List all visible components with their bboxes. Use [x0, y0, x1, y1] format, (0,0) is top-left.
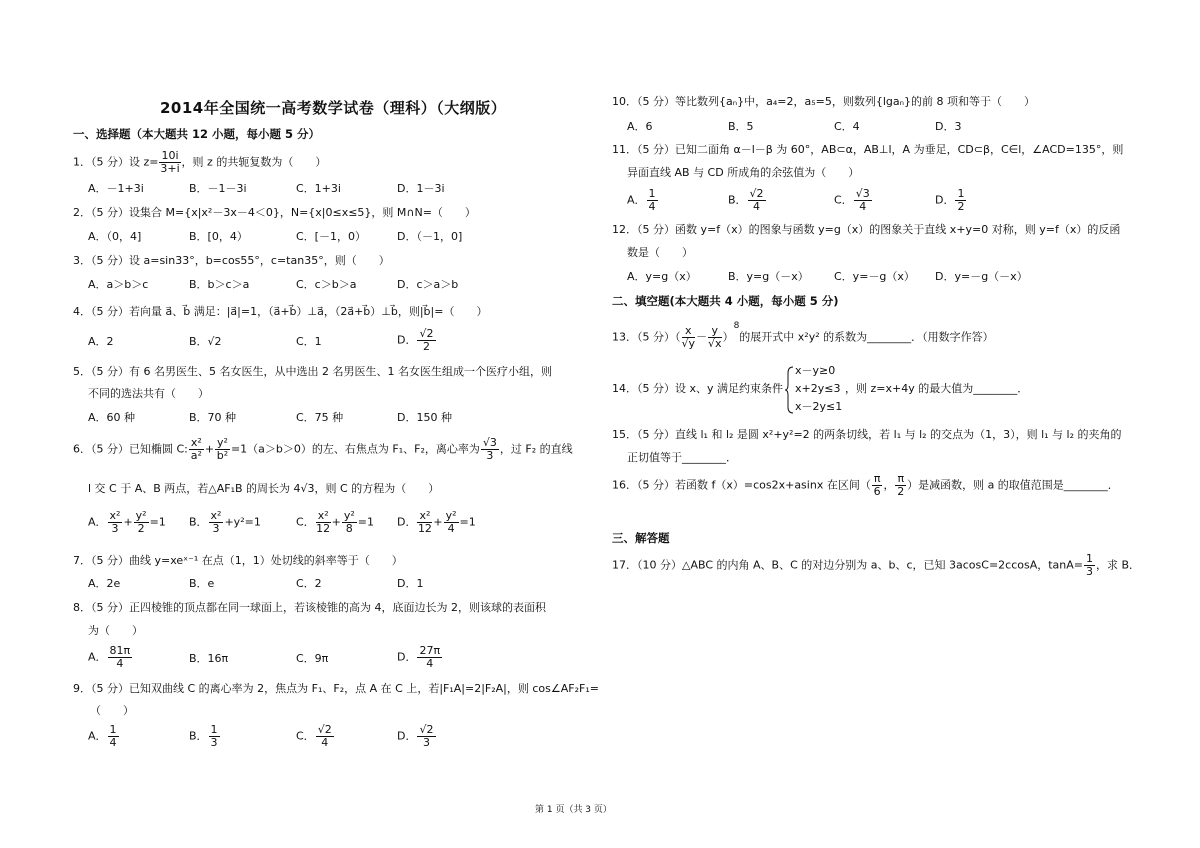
q7-option-d[interactable]: D．1	[397, 577, 424, 590]
q5-option-d[interactable]: D．150 种	[397, 411, 452, 424]
question-9-line2: （ ）	[90, 704, 134, 717]
fraction: $\frac{\text{x²}}{3}$	[109, 509, 121, 535]
left-brace-icon	[785, 365, 795, 415]
page-title: 2014年全国统一高考数学试卷（理科）（大纲版）	[160, 99, 507, 117]
q1-option-b[interactable]: B．－1－3i	[189, 182, 247, 195]
q11-option-b[interactable]: B． $\frac{√2}{4}$	[728, 187, 764, 213]
fraction: $\frac{\pi}{6}$	[873, 472, 881, 498]
q5-option-b[interactable]: B．70 种	[189, 411, 237, 424]
fraction: $\frac{x}{√y}$	[681, 324, 696, 350]
fraction: $\frac{√3}{3}$	[482, 436, 497, 462]
fraction: $\frac{\pi}{2}$	[897, 472, 905, 498]
question-7-stem: 7．（5 分）曲线 y=xeˣ⁻¹ 在点（1，1）处切线的斜率等于（ ）	[73, 554, 403, 567]
q11-option-d[interactable]: D． $\frac{1}{2}$	[935, 187, 965, 213]
q3-option-c[interactable]: C．c＞b＞a	[296, 278, 357, 291]
q12-option-c[interactable]: C．y=－g（x）	[834, 270, 915, 283]
q1-option-d[interactable]: D．1－3i	[397, 182, 445, 195]
fraction: $\frac{\text{y²}}{2}$	[135, 509, 147, 535]
q3-option-a[interactable]: A．a＞b＞c	[88, 278, 149, 291]
constraint-2: x+2y≤3	[795, 382, 841, 395]
q5-option-a[interactable]: A．60 种	[88, 411, 136, 424]
fraction: $\frac{√2}{4}$	[317, 723, 332, 749]
q3-option-b[interactable]: B．b＞c＞a	[189, 278, 250, 291]
q7-option-a[interactable]: A．2e	[88, 577, 121, 590]
question-13-stem: 13．（5 分）（ $\frac{x}{√y}$ － $\frac{y}{√x}$ ）$^8$的展开式中 x²y² 的系数为________．（用数字作答）	[612, 320, 994, 350]
q5-option-c[interactable]: C．75 种	[296, 411, 344, 424]
q8-option-b[interactable]: B．16π	[189, 652, 229, 665]
question-6-line2: l 交 C 于 A、B 两点，若△AF₁B 的周长为 4√3，则 C 的方程为（ ）	[88, 482, 440, 495]
fraction: $\frac{\text{y²}}{4}$	[445, 509, 457, 535]
question-9-line1: 9．（5 分）已知双曲线 C 的离心率为 2，焦点为 F₁、F₂，点 A 在 C 上，若|F₁A|=2|F₂A|，则 cos∠AF₂F₁=	[73, 682, 599, 695]
q6-option-d[interactable]: D． $\frac{\text{x²}}{12}$ + $\frac{\text{y²}}{4}$ =1	[397, 509, 476, 535]
q9-option-c[interactable]: C． $\frac{√2}{4}$	[296, 723, 332, 749]
fraction: $\frac{√2}{2}$	[419, 327, 434, 353]
section-heading-fill: 二、填空题(本大题共 4 小题，每小题 5 分)	[612, 294, 839, 308]
q10-option-c[interactable]: C．4	[834, 120, 860, 133]
question-10-stem: 10．（5 分）等比数列{aₙ}中，a₄=2，a₅=5，则数列{lgaₙ}的前 8 项和等于（ ）	[612, 95, 1035, 108]
q10-option-a[interactable]: A．6	[627, 120, 653, 133]
q9-option-a[interactable]: A． $\frac{1}{4}$	[88, 723, 117, 749]
q9-option-d[interactable]: D． $\frac{√2}{3}$	[397, 723, 434, 749]
question-17-stem: 17．（10 分）△ABC 的内角 A、B、C 的对边分别为 a、b、c，已知 3acosC=2ccosA，tanA= $\frac{1}{3}$ ，求 B．	[612, 552, 1141, 578]
fraction: $\frac{y}{√x}$	[708, 324, 722, 350]
fraction: $\frac{1}{3}$	[210, 723, 218, 749]
q2-option-c[interactable]: C．[－1，0）	[296, 230, 366, 243]
fraction: $\frac{\text{y²}}{8}$	[343, 509, 355, 535]
constraint-1: x－y≥0	[795, 364, 836, 377]
question-6-line1: 6．（5 分）已知椭圆 C: $\frac{\text{x²}}{\text{a²}}$ + $\frac{\text{y²}}{\text{b²}}$ =1（a＞b＞0）的左、右焦点为 F₁、F₂，离心率为 $\frac{√3}{3}$ ，过 F₂ 的直线	[73, 436, 573, 462]
question-14-stem-pre: 14．（5 分）设 x、y 满足约束条件	[612, 382, 784, 395]
question-3-stem: 3．（5 分）设 a=sin33°，b=cos55°，c=tan35°，则（ ）	[73, 254, 390, 267]
fraction: $\frac{√2}{4}$	[749, 187, 764, 213]
page-footer: 第 1 页（共 3 页）	[535, 805, 612, 815]
q4-option-c[interactable]: C．1	[296, 335, 322, 348]
q8-option-c[interactable]: C．9π	[296, 652, 329, 665]
question-2-stem: 2．（5 分）设集合 M={x|x²－3x－4＜0}，N={x|0≤x≤5}，则 M∩N=（ ）	[73, 206, 476, 219]
q11-option-a[interactable]: A． $\frac{1}{4}$	[627, 187, 656, 213]
fraction: $\frac{\text{y²}}{\text{b²}}$	[216, 436, 229, 462]
q10-option-b[interactable]: B．5	[728, 120, 754, 133]
q6-option-c[interactable]: C． $\frac{\text{x²}}{12}$ + $\frac{\text{y²}}{8}$ =1	[296, 509, 374, 535]
q4-option-d[interactable]: D． $\frac{√2}{2}$	[397, 327, 434, 353]
q3-option-d[interactable]: D．c＞a＞b	[397, 278, 459, 291]
fraction: $\frac{1}{3}$	[1086, 552, 1094, 578]
question-11-line1: 11．（5 分）已知二面角 α－l－β 为 60°，AB⊂α，AB⊥l，A 为垂足，CD⊂β，C∈l，∠ACD=135°，则	[612, 143, 1124, 156]
q11-option-c[interactable]: C． $\frac{√3}{4}$	[834, 187, 870, 213]
constraint-3: x－2y≤1	[795, 400, 843, 413]
q12-option-a[interactable]: A．y=g（x）	[627, 270, 697, 283]
section-heading-choice: 一、选择题（本大题共 12 小题，每小题 5 分）	[73, 127, 321, 141]
q8-option-a[interactable]: A． $\frac{81\pi}{4}$	[88, 644, 131, 670]
fraction: $\frac{10i}{3+i}$	[160, 149, 180, 175]
q9-option-b[interactable]: B． $\frac{1}{3}$	[189, 723, 218, 749]
q4-option-a[interactable]: A．2	[88, 335, 114, 348]
q6-option-a[interactable]: A． $\frac{\text{x²}}{3}$ + $\frac{\text{y²}}{2}$ =1	[88, 509, 166, 535]
section-heading-answer: 三、解答题	[612, 531, 670, 545]
question-4-stem: 4．（5 分）若向量 a⃗、b⃗ 满足：|a⃗|=1，（a⃗+b⃗）⊥a⃗，（2a⃗+b⃗）⊥b⃗，则|b⃗|=（ ）	[73, 305, 488, 318]
fraction: $\frac{√3}{4}$	[855, 187, 870, 213]
question-5-line2: 不同的选法共有（ ）	[88, 387, 209, 400]
q12-option-d[interactable]: D．y=－g（－x）	[935, 270, 1028, 283]
q8-option-d[interactable]: D． $\frac{27\pi}{4}$	[397, 644, 441, 670]
fraction: $\frac{1}{4}$	[109, 723, 117, 749]
q1-option-c[interactable]: C．1+3i	[296, 182, 341, 195]
q1-option-a[interactable]: A．－1+3i	[88, 182, 144, 195]
question-8-line1: 8．（5 分）正四棱锥的顶点都在同一球面上，若该棱锥的高为 4，底面边长为 2，则该球的表面积	[73, 601, 546, 614]
q2-option-d[interactable]: D．（－1，0]	[397, 230, 463, 243]
question-14-stem-post: ，则 z=x+4y 的最大值为________．	[845, 382, 1029, 395]
q2-option-b[interactable]: B．[0，4）	[189, 230, 248, 243]
question-11-line2: 异面直线 AB 与 CD 所成角的余弦值为（ ）	[627, 166, 860, 179]
question-15-line2: 正切值等于________．	[627, 451, 737, 464]
q7-option-b[interactable]: B．e	[189, 577, 215, 590]
question-5-line1: 5．（5 分）有 6 名男医生、5 名女医生，从中选出 2 名男医生、1 名女医生组成一个医疗小组，则	[73, 365, 552, 378]
q6-option-b[interactable]: B． $\frac{\text{x²}}{3}$ +y²=1	[189, 509, 261, 535]
fraction: $\frac{1}{4}$	[648, 187, 656, 213]
fraction: $\frac{√2}{3}$	[419, 723, 434, 749]
question-15-line1: 15．（5 分）直线 l₁ 和 l₂ 是圆 x²+y²=2 的两条切线，若 l₁ 与 l₂ 的交点为（1，3），则 l₁ 与 l₂ 的夹角的	[612, 428, 1122, 441]
question-12-line2: 数是（ ）	[627, 246, 693, 259]
question-16-stem: 16．（5 分）若函数 f（x）=cos2x+asinx 在区间（ $\frac{\pi}{6}$ ， $\frac{\pi}{2}$ ）是减函数，则 a 的取值范围是________．	[612, 472, 1119, 498]
q12-option-b[interactable]: B．y=g（－x）	[728, 270, 809, 283]
fraction: $\frac{1}{2}$	[957, 187, 965, 213]
fraction: $\frac{\text{x²}}{\text{a²}}$	[190, 436, 202, 462]
question-8-line2: 为（ ）	[88, 624, 143, 637]
fraction: $\frac{\text{x²}}{12}$	[417, 509, 432, 535]
fraction: $\frac{\text{x²}}{12}$	[316, 509, 331, 535]
fraction: $\frac{\text{x²}}{3}$	[210, 509, 222, 535]
fraction: $\frac{27\pi}{4}$	[419, 644, 441, 670]
question-12-line1: 12．（5 分）函数 y=f（x）的图象与函数 y=g（x）的图象关于直线 x+y=0 对称，则 y=f（x）的反函	[612, 223, 1121, 236]
question-1-stem: 1．（5 分）设 z= $\frac{10i}{3+i}$ ，则 z 的共轭复数为（ ）	[73, 149, 327, 175]
q2-option-a[interactable]: A．（0，4]	[88, 230, 142, 243]
q4-option-b[interactable]: B．√2	[189, 335, 222, 348]
q7-option-c[interactable]: C．2	[296, 577, 322, 590]
fraction: $\frac{81\pi}{4}$	[109, 644, 131, 670]
q10-option-d[interactable]: D．3	[935, 120, 962, 133]
